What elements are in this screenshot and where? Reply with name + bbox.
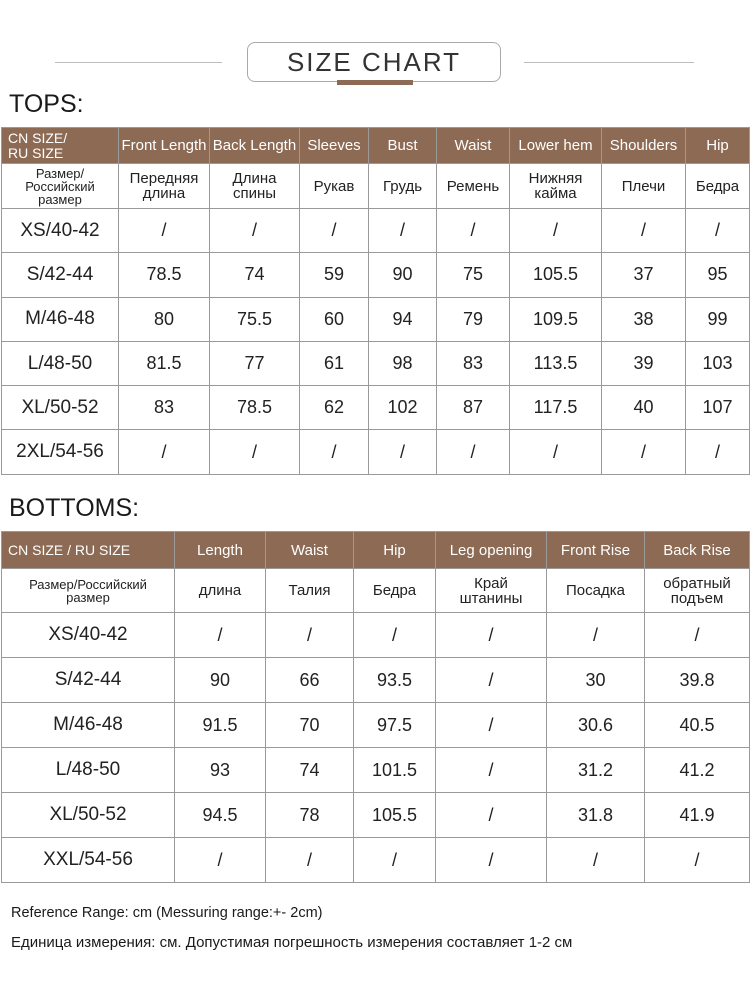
size-label-cell: Размер/Российский размер	[2, 569, 175, 613]
table-russian-header-row	[2, 164, 750, 209]
table-cell: /	[510, 209, 602, 253]
size-label-cell: S/42-44	[2, 658, 175, 703]
table-cell: 61	[300, 341, 369, 385]
table-cell: Sleeves	[300, 128, 369, 164]
table-cell: Shoulders	[602, 128, 686, 164]
table-cell: /	[175, 838, 266, 883]
table-cell: Leg opening	[436, 532, 547, 569]
table-cell: Lower hem	[510, 128, 602, 164]
table-cell: Посадка	[547, 569, 645, 613]
table-row	[2, 793, 750, 838]
size-label-cell: XXL/54-56	[2, 838, 175, 883]
table-cell: 60	[300, 297, 369, 341]
table-cell: /	[510, 430, 602, 474]
table-cell: 59	[300, 253, 369, 297]
size-label-cell: Размер/ Российский размер	[2, 164, 119, 209]
table-cell: 40	[602, 386, 686, 430]
table-cell: 39.8	[645, 658, 750, 703]
table-cell: Бедра	[686, 164, 750, 209]
table-cell: Hip	[354, 532, 436, 569]
table-cell: 41.2	[645, 748, 750, 793]
table-cell: 79	[437, 297, 510, 341]
table-cell: 95	[686, 253, 750, 297]
table-cell: Талия	[266, 569, 354, 613]
table-cell: Передняя длина	[119, 164, 210, 209]
table-cell: Грудь	[369, 164, 437, 209]
size-label-cell: 2XL/54-56	[2, 430, 119, 474]
table-cell: /	[300, 209, 369, 253]
table-cell: 90	[369, 253, 437, 297]
title-divider-right	[524, 62, 694, 63]
table-cell: Back Rise	[645, 532, 750, 569]
table-cell: 30.6	[547, 703, 645, 748]
table-row	[2, 430, 750, 474]
table-cell: 62	[300, 386, 369, 430]
table-cell: 74	[266, 748, 354, 793]
table-cell: /	[645, 613, 750, 658]
size-label-cell: CN SIZE/ RU SIZE	[2, 128, 119, 164]
table-cell: Длина спины	[210, 164, 300, 209]
table-row	[2, 613, 750, 658]
table-cell: /	[210, 209, 300, 253]
table-cell: 75	[437, 253, 510, 297]
title-accent-bar	[337, 80, 413, 85]
size-label-cell: XL/50-52	[2, 793, 175, 838]
table-row	[2, 748, 750, 793]
table-row	[2, 838, 750, 883]
table-cell: /	[437, 209, 510, 253]
table-cell: 77	[210, 341, 300, 385]
table-cell: /	[645, 838, 750, 883]
table-cell: /	[436, 838, 547, 883]
table-cell: 103	[686, 341, 750, 385]
table-cell: Hip	[686, 128, 750, 164]
table-cell: /	[602, 430, 686, 474]
table-cell: Waist	[266, 532, 354, 569]
table-cell: Front Rise	[547, 532, 645, 569]
table-cell: 97.5	[354, 703, 436, 748]
size-chart-title-block	[0, 42, 750, 86]
table-cell: 78.5	[119, 253, 210, 297]
table-cell: Край штанины	[436, 569, 547, 613]
size-label-cell: M/46-48	[2, 297, 119, 341]
table-cell: 78	[266, 793, 354, 838]
table-cell: /	[547, 838, 645, 883]
table-cell: /	[436, 703, 547, 748]
table-row	[2, 297, 750, 341]
table-cell: 93.5	[354, 658, 436, 703]
size-label-cell: L/48-50	[2, 748, 175, 793]
table-cell: 87	[437, 386, 510, 430]
table-cell: Нижняя кайма	[510, 164, 602, 209]
table-cell: 91.5	[175, 703, 266, 748]
table-cell: Плечи	[602, 164, 686, 209]
table-cell: 78.5	[210, 386, 300, 430]
measurement-unit-note-ru: Единица измерения: см. Допустимая погрешность измерения составляет 1-2 см	[11, 934, 573, 951]
table-cell: 80	[119, 297, 210, 341]
table-cell: Front Length	[119, 128, 210, 164]
tops-size-table	[1, 127, 750, 475]
table-cell: 105.5	[354, 793, 436, 838]
table-row	[2, 386, 750, 430]
table-cell: 74	[210, 253, 300, 297]
table-cell: обратный подъем	[645, 569, 750, 613]
size-label-cell: M/46-48	[2, 703, 175, 748]
table-cell: /	[602, 209, 686, 253]
table-cell: 93	[175, 748, 266, 793]
table-cell: 70	[266, 703, 354, 748]
table-cell: /	[436, 613, 547, 658]
reference-range-note: Reference Range: cm (Messuring range:+- 2cm)	[11, 905, 323, 921]
size-label-cell: XL/50-52	[2, 386, 119, 430]
table-cell: Ремень	[437, 164, 510, 209]
table-cell: 75.5	[210, 297, 300, 341]
table-cell: /	[547, 613, 645, 658]
table-cell: Waist	[437, 128, 510, 164]
table-cell: /	[369, 430, 437, 474]
size-label-cell: L/48-50	[2, 341, 119, 385]
table-cell: 90	[175, 658, 266, 703]
table-cell: 30	[547, 658, 645, 703]
table-cell: Back Length	[210, 128, 300, 164]
table-cell: /	[437, 430, 510, 474]
table-cell: /	[266, 613, 354, 658]
table-cell: 66	[266, 658, 354, 703]
table-cell: 38	[602, 297, 686, 341]
table-cell: 117.5	[510, 386, 602, 430]
table-row	[2, 341, 750, 385]
table-cell: Рукав	[300, 164, 369, 209]
table-cell: 31.2	[547, 748, 645, 793]
table-cell: /	[436, 793, 547, 838]
table-cell: /	[119, 430, 210, 474]
table-cell: /	[354, 613, 436, 658]
size-label-cell: CN SIZE / RU SIZE	[2, 532, 175, 569]
table-russian-header-row	[2, 569, 750, 613]
table-cell: /	[300, 430, 369, 474]
table-cell: 98	[369, 341, 437, 385]
table-cell: /	[175, 613, 266, 658]
page-title: SIZE CHART	[247, 42, 501, 82]
table-header-row	[2, 532, 750, 569]
table-row	[2, 703, 750, 748]
table-cell: 99	[686, 297, 750, 341]
bottoms-size-table	[1, 531, 750, 883]
table-cell: /	[266, 838, 354, 883]
table-cell: 37	[602, 253, 686, 297]
table-cell: /	[686, 430, 750, 474]
size-label-cell: XS/40-42	[2, 209, 119, 253]
table-cell: 101.5	[354, 748, 436, 793]
table-cell: Бедра	[354, 569, 436, 613]
table-cell: длина	[175, 569, 266, 613]
table-row	[2, 209, 750, 253]
table-cell: 94	[369, 297, 437, 341]
table-cell: 81.5	[119, 341, 210, 385]
size-label-cell: XS/40-42	[2, 613, 175, 658]
bottoms-section-title: BOTTOMS:	[9, 494, 140, 522]
table-cell: /	[436, 658, 547, 703]
table-cell: 105.5	[510, 253, 602, 297]
tops-section-title: TOPS:	[9, 90, 84, 118]
table-cell: /	[119, 209, 210, 253]
table-cell: Length	[175, 532, 266, 569]
table-cell: 107	[686, 386, 750, 430]
table-cell: 113.5	[510, 341, 602, 385]
table-cell: 94.5	[175, 793, 266, 838]
table-row	[2, 658, 750, 703]
table-cell: 40.5	[645, 703, 750, 748]
table-cell: 31.8	[547, 793, 645, 838]
size-label-cell: S/42-44	[2, 253, 119, 297]
table-row	[2, 253, 750, 297]
table-cell: /	[210, 430, 300, 474]
table-cell: /	[686, 209, 750, 253]
table-cell: 39	[602, 341, 686, 385]
table-cell: 83	[437, 341, 510, 385]
table-cell: /	[369, 209, 437, 253]
table-cell: /	[436, 748, 547, 793]
table-cell: 102	[369, 386, 437, 430]
table-cell: /	[354, 838, 436, 883]
table-cell: 109.5	[510, 297, 602, 341]
table-cell: Bust	[369, 128, 437, 164]
title-divider-left	[55, 62, 222, 63]
table-cell: 83	[119, 386, 210, 430]
table-cell: 41.9	[645, 793, 750, 838]
table-header-row	[2, 128, 750, 164]
